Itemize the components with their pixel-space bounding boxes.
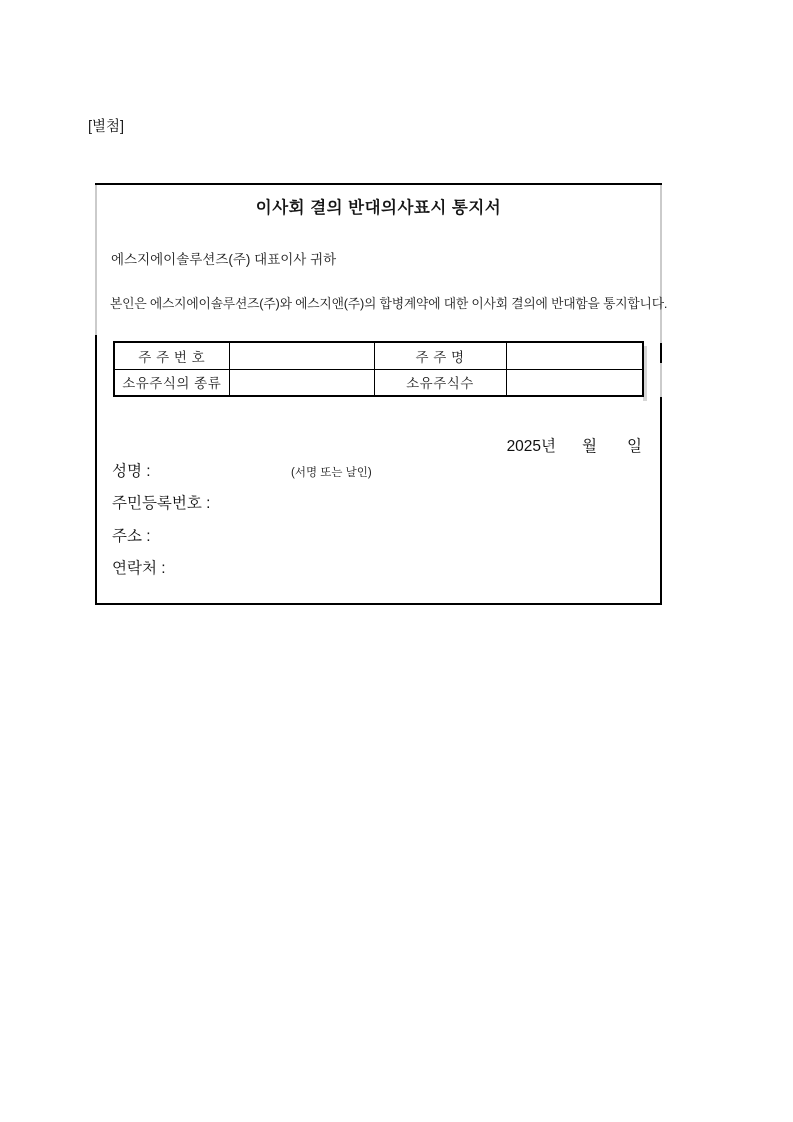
- box-border-right-black-1: [660, 343, 662, 363]
- date-day: 일: [627, 438, 642, 455]
- value-share-count: [506, 369, 643, 396]
- notice-body-text: 본인은 에스지에이솔루션즈(주)와 에스지앤(주)의 합병계약에 대한 이사회 결의에 반대함을 통지합니다.: [110, 296, 668, 311]
- label-share-count: 소유주식수: [374, 369, 506, 396]
- signature-seal-note: (서명 또는 날인): [291, 467, 372, 479]
- table-row: [114, 342, 643, 369]
- label-shareholder-number: 주 주 번 호: [114, 342, 229, 369]
- date-month: 월: [582, 438, 598, 455]
- date-year: 2025년: [506, 438, 557, 455]
- signature-id-number-label: 주민등록번호 :: [112, 495, 211, 512]
- date-line: [507, 434, 642, 456]
- value-shareholder-number: [229, 342, 374, 369]
- signature-name-label: 성명 :: [112, 463, 151, 480]
- table-row: [114, 369, 643, 396]
- notice-title: 이사회 결의 반대의사표시 통지서: [255, 199, 502, 217]
- attachment-label: [별첨]: [88, 119, 125, 135]
- addressee-line: 에스지에이솔루션즈(주) 대표이사 귀하: [111, 252, 337, 267]
- shareholder-table: [113, 341, 642, 397]
- label-share-type: 소유주식의 종류: [114, 369, 229, 396]
- box-border-right-black-2: [660, 397, 662, 603]
- value-shareholder-name: [506, 342, 643, 369]
- notice-box: [95, 183, 668, 605]
- box-border-right-gray-2: [660, 363, 662, 397]
- signature-address-label: 주소 :: [112, 528, 151, 545]
- box-border-left-black: [95, 335, 97, 603]
- label-shareholder-name: 주 주 명: [374, 342, 506, 369]
- signature-contact-label: 연락처 :: [112, 560, 166, 577]
- value-share-type: [229, 369, 374, 396]
